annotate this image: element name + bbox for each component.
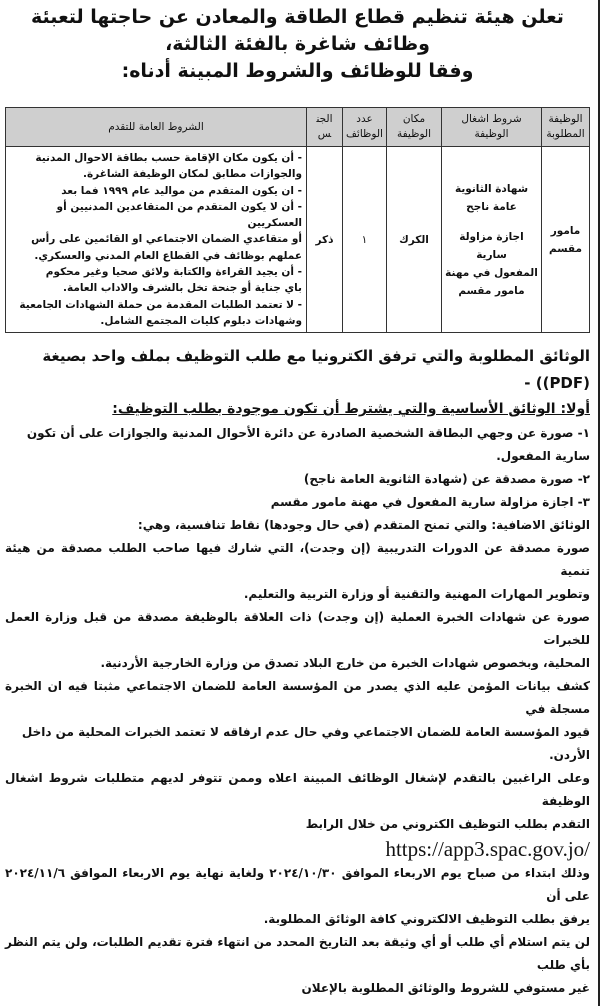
condition-line: - لا تعتمد الطلبات المقدمة من حملة الشهادات الجامعية (19, 298, 302, 311)
condition-line: والجوازات مطابق لمكان الوظيفة الشاغرة. (83, 168, 302, 181)
additional-line: وتطوير المهارات المهنية والتقنية أو وزارة التربية والتعليم. (243, 587, 590, 602)
requirement-line: اجازة مزاولة سارية (459, 230, 524, 261)
header-requirements: شروط اشغال الوظيفة (442, 108, 542, 147)
vacancies-table (5, 107, 590, 333)
date-line: وذلك ابتداء من صباح يوم الاربعاء الموافق ٢٠٢٤/١٠/٣٠ ولغاية نهاية يوم الاربعاء الموافق ٢٠٢٤/١١/٦ على أن (5, 866, 590, 904)
header-conditions: الشروط العامة للتقدم (6, 108, 307, 147)
additional-line: صورة مصدقة عن الدورات التدريبية (إن وجدت)، التي شارك فيها صاحب الطلب مصدقة من هيئة تنمية (5, 541, 590, 579)
condition-line: أو متقاعدي الضمان الاجتماعي او القائمين على رأس (31, 233, 302, 246)
cell-count: ١ (343, 147, 387, 333)
condition-line: - أن لا يكون المتقدم من المتقاعدين المدنيين أو العسكريين (56, 200, 302, 230)
basic-item-2: ٢- صورة مصدقة عن (شهادة الثانوية العامة ناجح) (303, 472, 590, 487)
table-header-row (6, 108, 590, 147)
cell-location: الكرك (387, 147, 442, 333)
requirement-line: مامور مقسم (458, 284, 525, 297)
cell-gender: ذكر (307, 147, 343, 333)
requirement-line: عامة ناجح (466, 200, 517, 213)
requirement-line: شهادة الثانوية (454, 182, 529, 195)
documents-heading: الوثائق المطلوبة والتي ترفق الكترونيا مع طلب التوظيف بملف واحد بصيغة (PDF)) - (42, 347, 590, 393)
date-line: يرفق بطلب التوظيف الالكتروني كافة الوثائق المطلوبة. (263, 912, 590, 927)
condition-line: باي جناية أو جنحة تخل بالشرف والاداب العامة. (63, 282, 302, 295)
additional-line: كشف بيانات المؤمن عليه الذي يصدر من المؤسسة العامة للضمان الاجتماعي مثبتا فيه ان الخبرة مسجلة في (5, 679, 590, 717)
basic-item-3: ٣- اجازة مزاولة سارية المفعول في مهنة مامور مقسم (270, 495, 590, 510)
notice-line: غير مستوفي للشروط والوثائق المطلوبة بالإعلان (301, 981, 590, 996)
application-link[interactable]: https://app3.spac.gov.jo/ (385, 837, 590, 862)
additional-line: المحلية، وبخصوص شهادات الخبرة من خارج البلاد تصدق من وزارة الخارجية الأردنية. (100, 656, 590, 671)
apply-line: التقدم بطلب التوظيف الكتروني من خلال الرابط (305, 817, 590, 832)
condition-line: - أن يجيد القراءة والكتابة ولائق صحيا وغير محكوم (45, 266, 302, 279)
table-row (6, 147, 590, 333)
additional-line: قيود المؤسسة العامة للضمان الاجتماعي وفي حال عدم ارفاقه لا تعتمد الخبرات المحلية من داخل الأردن. (21, 725, 590, 763)
condition-line: عملهم بوظائف في القطاع العام المدني والعسكري. (34, 249, 302, 262)
additional-heading: الوثائق الاضافية: والتي تمنح المتقدم (في حال وجودها) نقاط تنافسية، وهي: (137, 518, 590, 533)
additional-line: صورة عن شهادات الخبرة العملية (إن وجدت) ذات العلاقة بالوظيفة مصدقة من قبل وزارة العمل للخبرات (5, 610, 590, 648)
basic-documents-subheading: أولا: الوثائق الأساسية والتي يشترط أن تكون موجودة بطلب التوظيف: (112, 401, 590, 418)
header-gender: الجنس (307, 108, 343, 147)
requirement-spacer (445, 216, 538, 228)
cell-conditions (6, 147, 307, 333)
condition-line: وشهادات دبلوم كليات المجتمع الشامل. (100, 314, 302, 327)
header-count: عدد الوظائف (343, 108, 387, 147)
cell-job: مامور مقسم (542, 147, 590, 333)
header-job: الوظيفة المطلوبة (542, 108, 590, 147)
documents-section (5, 343, 590, 1000)
announcement-title-line-2: وفقا للوظائف والشروط المبينة أدناه: (121, 60, 474, 82)
notice-line: لن يتم استلام أي طلب أو أي وثيقة بعد التاريخ المحدد من انتهاء فترة تقديم الطلبات، ولن يتم النظر بأي طلب (5, 935, 590, 973)
header-location: مكان الوظيفة (387, 108, 442, 147)
requirement-line: المفعول في مهنة (445, 266, 538, 279)
announcement-title-line-1: تعلن هيئة تنظيم قطاع الطاقة والمعادن عن حاجتها لتعبئة وظائف شاغرة بالفئة الثالثة، (31, 6, 564, 55)
cell-requirements (442, 147, 542, 333)
basic-item-1: ١- صورة عن وجهي البطاقة الشخصية الصادرة عن دائرة الأحوال المدنية والجوازات على أن تكون سارية المفعول. (26, 426, 590, 464)
condition-line: - أن يكون مكان الإقامة حسب بطاقة الاحوال المدنية (35, 152, 302, 164)
apply-line: وعلى الراغبين بالتقدم لإشغال الوظائف المبينة اعلاه وممن تتوفر لديهم متطلبات شروط اشغال الوظيفة (5, 771, 590, 809)
condition-line: - ان يكون المتقدم من مواليد عام ١٩٩٩ فما بعد (61, 184, 302, 197)
